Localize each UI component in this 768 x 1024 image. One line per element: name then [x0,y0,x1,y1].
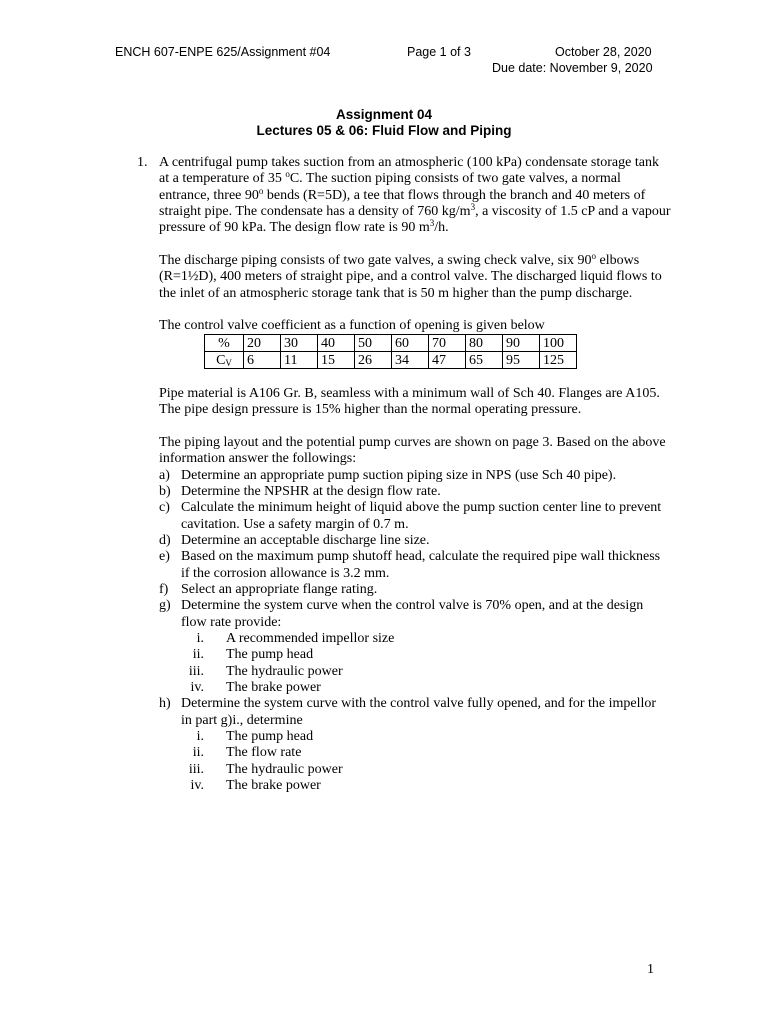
item-text: Select an appropriate flange rating. [181,582,378,597]
subitem-number: iii. [188,664,204,679]
table-row [205,352,577,369]
item-label: f) [159,582,169,597]
table-cell: 100 [540,335,577,352]
text-line: The discharge piping consists of two gate valves, a swing check valve, six 90$^o$ elbows [159,251,640,268]
subitem-number: i. [196,631,204,646]
subitem-text: A recommended impellor size [226,631,395,646]
table-cell: 26 [355,352,392,369]
text-line: The piping layout and the potential pump curves are shown on page 3. Based on the above [159,435,666,450]
question-number: 1. [137,155,148,170]
subitem-number: iv. [190,778,204,793]
table-cell: 11 [281,352,318,369]
item-text: Calculate the minimum height of liquid above the pump suction center line to prevent [181,500,662,515]
table-cell: 15 [318,352,355,369]
text-line: at a temperature of 35 $^o$C. The suction piping consists of two gate valves, a normal [159,169,621,186]
page-number: 1 [647,962,654,977]
lecture-title: Lectures 05 & 06: Fluid Flow and Piping [256,123,512,138]
subitem-text: The pump head [226,729,314,744]
table-intro: The control valve coefficient as a function of opening is given below [159,318,545,333]
table-cell: 70 [429,335,466,352]
text-line: information answer the followings: [159,451,357,466]
table-cell: 125 [540,352,577,369]
subitem-text: The brake power [226,778,321,793]
text-line: pressure of 90 kPa. The design flow rate is 90 $m^3/h$. [159,218,449,235]
item-text: Determine an acceptable discharge line size. [181,533,430,548]
text-line: Pipe material is A106 Gr. B, seamless with a minimum wall of Sch 40. Flanges are A105. [159,386,660,401]
subitem-number: i. [196,729,204,744]
subitem-text: The flow rate [226,745,302,760]
item-label: g) [159,598,171,613]
table-cell: 65 [466,352,503,369]
table-cell: 47 [429,352,466,369]
table-cell: $C_V$ [205,352,244,369]
table-cell: 90 [503,335,540,352]
subitem-number: iv. [190,680,204,695]
text-line: entrance, three 90$^o$ bends (R=5D), a tee that flows through the branch and 40 meters of [159,186,646,203]
text-line: straight pipe. The condensate has a density of 760 $kg/m^3$, a viscosity of 1.5 cP and a vapour [159,202,671,219]
item-text: Determine the system curve when the control valve is 70% open, and at the design [181,598,644,613]
item-text: in part g)i., determine [181,713,303,728]
assignment-title: Assignment 04 [335,107,433,122]
page-indicator: Page 1 of 3 [407,45,471,59]
item-text: Based on the maximum pump shutoff head, calculate the required pipe wall thickness [181,549,661,564]
subitem-text: The pump head [226,647,314,662]
item-text: flow rate provide: [181,615,282,630]
subitem-number: iii. [188,762,204,777]
table-cell: 95 [503,352,540,369]
subitem-number: ii. [192,647,204,662]
subitem-text: The hydraulic power [226,664,343,679]
table-cell: 60 [392,335,429,352]
item-label: d) [159,533,171,548]
subitem-number: ii. [192,745,204,760]
text-line: A centrifugal pump takes suction from an atmospheric (100 kPa) condensate storage tank [159,155,659,170]
item-text: Determine the system curve with the control valve fully opened, and for the impellor [181,696,657,711]
due-date: Due date: November 9, 2020 [492,61,653,75]
course-header: ENCH 607-ENPE 625/Assignment #04 [115,45,331,59]
text-line: the inlet of an atmospheric storage tank that is 50 m higher than the pump discharge. [159,286,633,301]
item-label: c) [159,500,170,515]
table-row [205,335,577,352]
text-line: (R=1½D), 400 meters of straight pipe, and a control valve. The discharged liquid flows to [159,269,662,284]
table-cell: 30 [281,335,318,352]
table-cell: % [205,335,244,352]
table-cell: 20 [244,335,281,352]
item-text: if the corrosion allowance is 3.2 mm. [181,566,390,581]
item-text: Determine an appropriate pump suction piping size in NPS (use Sch 40 pipe). [181,468,617,483]
assignment-date: October 28, 2020 [555,45,652,59]
item-label: a) [159,468,170,483]
subitem-text: The brake power [226,680,321,695]
subitem-text: The hydraulic power [226,762,343,777]
table-cell: 40 [318,335,355,352]
item-text: Determine the NPSHR at the design flow rate. [181,484,441,499]
item-text: cavitation. Use a safety margin of 0.7 m. [181,517,409,532]
table-cell: 50 [355,335,392,352]
item-label: e) [159,549,170,564]
table-cell: 34 [392,352,429,369]
control-valve-table [204,334,577,369]
table-cell: 6 [244,352,281,369]
text-line: The pipe design pressure is 15% higher than the normal operating pressure. [159,402,582,417]
item-label: h) [159,696,171,711]
table-cell: 80 [466,335,503,352]
item-label: b) [159,484,171,499]
